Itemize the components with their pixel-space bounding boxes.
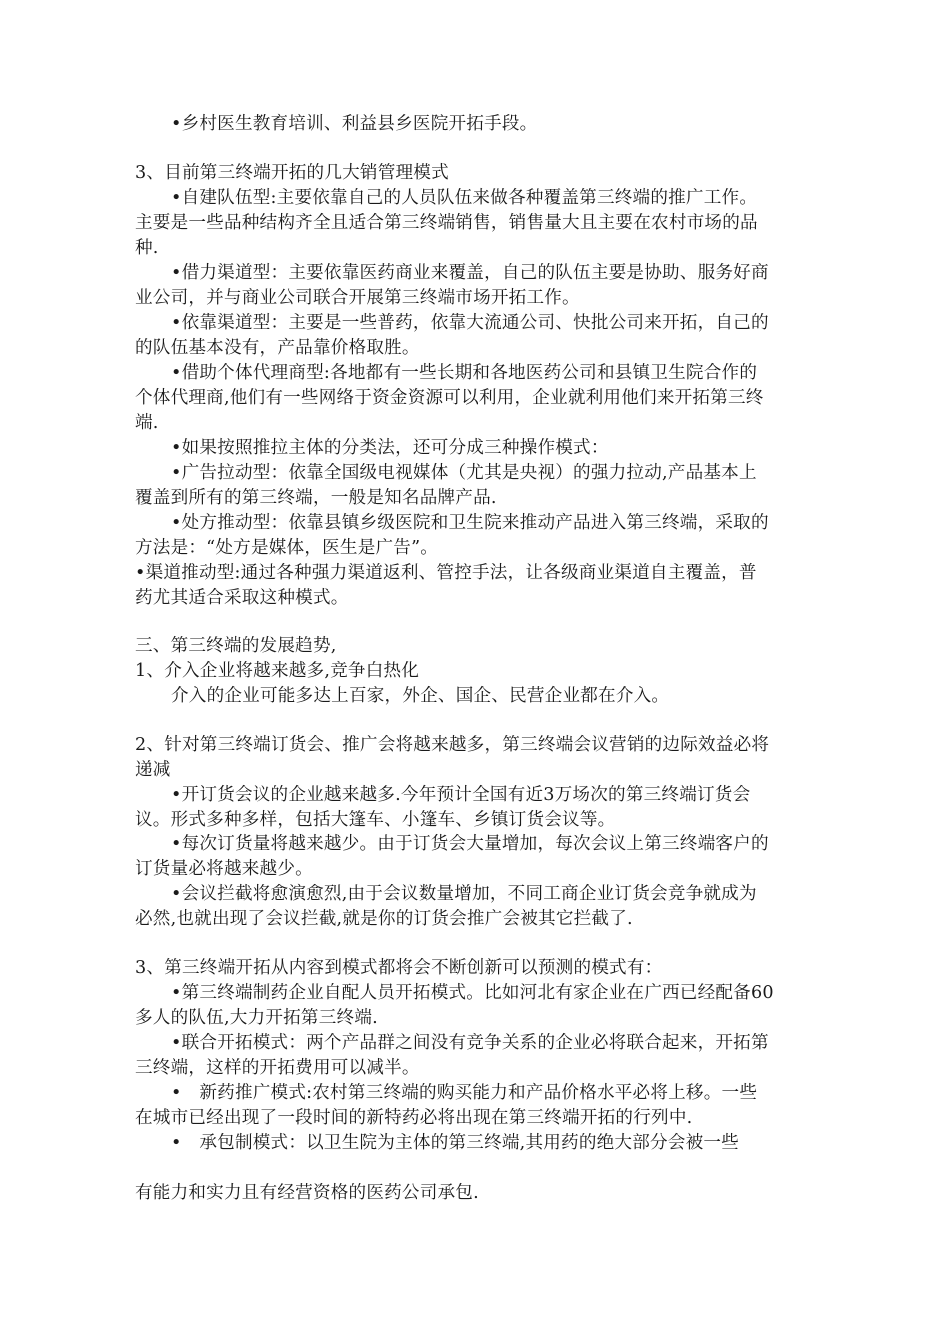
section-heading: 1、介入企业将越来越多,竞争白热化 xyxy=(135,661,420,681)
text-line: 介入的企业可能多达上百家，外企、国企、民营企业都在介入。 xyxy=(171,686,670,706)
text-line: •借助个体代理商型:各地都有一些长期和各地医药公司和县镇卫生院合作的 xyxy=(171,363,758,383)
text-line: 方法是：“处方是媒体，医生是广告”。 xyxy=(135,538,439,558)
text-line: 多人的队伍,大力开拓第三终端. xyxy=(135,1008,378,1028)
section-heading: 递减 xyxy=(135,760,171,780)
text-line: 必然,也就出现了会议拦截,就是你的订货会推广会被其它拦截了. xyxy=(135,909,633,929)
text-line: •乡村医生教育培训、利益县乡医院开拓手段。 xyxy=(171,114,538,134)
text-line: •自建队伍型:主要依靠自己的人员队伍来做各种覆盖第三终端的推广工作。 xyxy=(171,188,758,208)
text-line: 有能力和实力且有经营资格的医药公司承包. xyxy=(135,1183,479,1203)
text-line: 的队伍基本没有，产品靠价格取胜。 xyxy=(135,338,420,358)
text-line: 端. xyxy=(135,413,159,433)
text-line: 种. xyxy=(135,238,159,258)
text-line: •如果按照推拉主体的分类法，还可分成三种操作模式： xyxy=(171,438,609,458)
text-line: 订货量必将越来越少。 xyxy=(135,859,313,879)
text-line: •依靠渠道型：主要是一些普药，依靠大流通公司、快批公司来开拓，自己的 xyxy=(171,313,769,333)
text-line: 覆盖到所有的第三终端，一般是知名品牌产品. xyxy=(135,488,497,508)
text-line: •渠道推动型:通过各种强力渠道返利、管控手法，让各级商业渠道自主覆盖，普 xyxy=(135,563,757,583)
text-line: •联合开拓模式：两个产品群之间没有竞争关系的企业必将联合起来，开拓第 xyxy=(171,1033,769,1053)
text-line: •第三终端制药企业自配人员开拓模式。比如河北有家企业在广西已经配备60 xyxy=(171,983,774,1003)
text-line: 药尤其适合采取这种模式。 xyxy=(135,588,349,608)
text-line: •广告拉动型：依靠全国级电视媒体（尤其是央视）的强力拉动,产品基本上 xyxy=(171,463,757,483)
section-heading: 3、目前第三终端开拓的几大销管理模式 xyxy=(135,163,449,183)
text-line: •开订货会议的企业越来越多.今年预计全国有近3万场次的第三终端订货会 xyxy=(171,785,751,805)
text-line: •每次订货量将越来越少。由于订货会大量增加，每次会议上第三终端客户的 xyxy=(171,834,769,854)
text-line: •会议拦截将愈演愈烈,由于会议数量增加，不同工商企业订货会竞争就成为 xyxy=(171,884,757,904)
text-line: 业公司，并与商业公司联合开展第三终端市场开拓工作。 xyxy=(135,288,580,308)
text-line: 个体代理商,他们有一些网络于资金资源可以利用，企业就利用他们来开拓第三终 xyxy=(135,388,764,408)
section-heading: 2、针对第三终端订货会、推广会将越来越多，第三终端会议营销的边际效益必将 xyxy=(135,735,770,755)
text-line: 在城市已经出现了一段时间的新特药必将出现在第三终端开拓的行列中. xyxy=(135,1108,693,1128)
text-line: •处方推动型：依靠县镇乡级医院和卫生院来推动产品进入第三终端，采取的 xyxy=(171,513,769,533)
section-heading: 三、第三终端的发展趋势, xyxy=(135,636,337,656)
text-line: 议。形式多种多样，包括大篷车、小篷车、乡镇订货会议等。 xyxy=(135,810,616,830)
text-line: •借力渠道型：主要依靠医药商业来覆盖，自己的队伍主要是协助、服务好商 xyxy=(171,263,769,283)
section-heading: 3、第三终端开拓从内容到模式都将会不断创新可以预测的模式有： xyxy=(135,958,663,978)
text-line: • 新药推广模式:农村第三终端的购买能力和产品价格水平必将上移。一些 xyxy=(171,1083,758,1103)
text-line: • 承包制模式：以卫生院为主体的第三终端,其用药的绝大部分会被一些 xyxy=(171,1133,739,1153)
text-line: 主要是一些品种结构齐全且适合第三终端销售，销售量大且主要在农村市场的品 xyxy=(135,213,758,233)
text-line: 三终端，这样的开拓费用可以减半。 xyxy=(135,1058,420,1078)
